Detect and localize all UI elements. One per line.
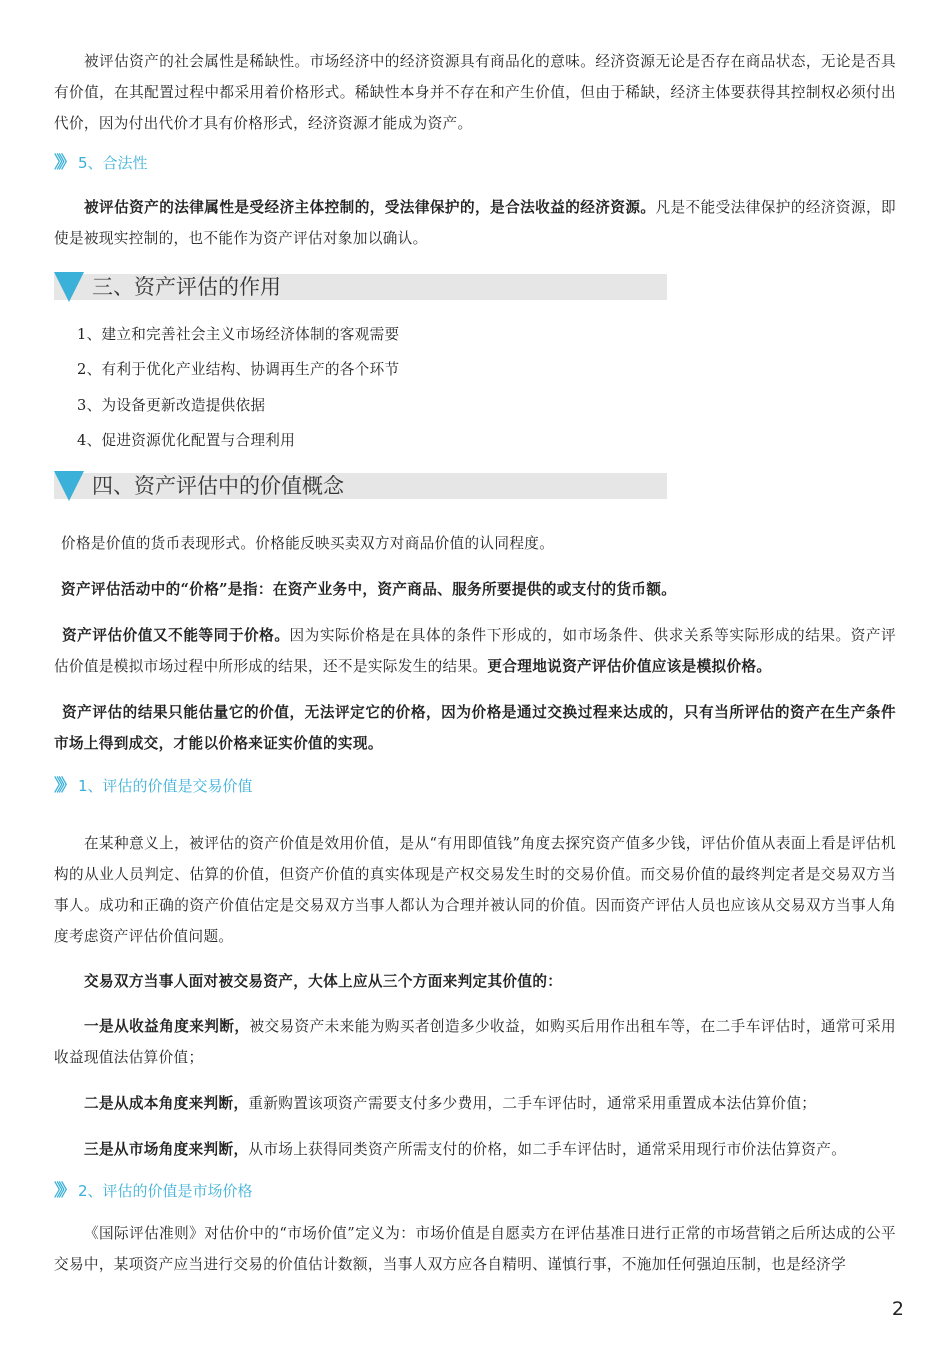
paragraph-scarcity: 被评估资产的社会属性是稀缺性。市场经济中的经济资源具有商品化的意味。经济资源无论是否存在商品状态，无论是否具有价值，在其配置过程中都采用着价格形式。稀缺性本身并不存在和产生价值，但由于稀缺，经济主体要获得其控制权必须付出代价，因为付出代价才具有价格形式，经济资源才能成为资产。	[54, 53, 896, 132]
page-number: 2	[891, 1298, 904, 1320]
triangle-icon	[54, 471, 84, 501]
paragraph-value-not-price	[54, 620, 896, 682]
list-item: 1、建立和完善社会主义市场经济体制的客观需要	[77, 326, 400, 343]
paragraph-third-market	[54, 1134, 896, 1165]
paragraph-price-definition: 价格是价值的货币表现形式。价格能反映买卖双方对商品价值的认同程度。	[61, 535, 555, 552]
subheading-market-label: 2、评估的价值是市场价格	[78, 1182, 253, 1200]
chevron-icon: 》》	[54, 1181, 72, 1201]
third-rest: 从市场上获得同类资产所需支付的价格，如二手车评估时，通常采用现行市价法估算资产。	[248, 1141, 847, 1158]
paragraph-market-value: 《国际评估准则》对估价中的“市场价值”定义为：市场价值是自愿卖方在评估基准日进行正常的市场营销之后所达成的公平交易中，某项资产应当进行交易的价值估计数额，当事人双方应各自精明、谨慎行事，不施加任何强迫压制，也是经济学	[54, 1225, 896, 1273]
paragraph-legality	[54, 192, 896, 254]
subheading-exchange-label: 1、评估的价值是交易价值	[78, 777, 253, 795]
subheading-market-price	[54, 1179, 253, 1203]
paragraph-result	[54, 697, 896, 759]
first-rest: 被交易资产未来能为购买者创造多少收益，如购买后用作出租车等，在二手车评估时，通常可采用收益现值法估算价值；	[54, 1018, 896, 1066]
legality-rest: 凡是不能受法律保护的经济资源，即使是被现实控制的，也不能作为资产评估对象加以确认。	[54, 199, 896, 247]
section-title-value-concept: 四、资产评估中的价值概念	[92, 474, 344, 498]
legality-bold: 被评估资产的法律属性是受经济主体控制的，受法律保护的，是合法收益的经济资源。	[84, 199, 656, 216]
list-item: 2、有利于优化产业结构、协调再生产的各个环节	[77, 361, 400, 378]
chevron-icon: 》》	[54, 153, 72, 173]
subheading-legality	[54, 151, 148, 175]
subheading-legality-label: 5、合法性	[78, 154, 148, 172]
paragraph-second-cost	[54, 1088, 896, 1119]
list-item: 3、为设备更新改造提供依据	[77, 397, 266, 414]
paragraph-three-aspects	[54, 966, 896, 997]
list-item: 4、促进资源优化配置与合理利用	[77, 432, 296, 449]
value-mid: 因为实际价格是在具体的条件下形成的，如市场条件、供求关系等实际形成的结果。资产评估价值是模拟市场过程中所形成的结果，还不是实际发生的结果。	[54, 627, 896, 675]
section-title-role: 三、资产评估的作用	[92, 275, 281, 299]
section-header-role	[54, 272, 667, 302]
result-bold: 资产评估的结果只能估量它的价值，无法评定它的价格，因为价格是通过交换过程来达成的，只有当所评估的资产在生产条件 市场上得到成交，才能以价格来证实价值的实现。	[54, 704, 896, 752]
chevron-icon: 》》	[54, 776, 72, 796]
subheading-exchange-value	[54, 774, 253, 798]
second-bold: 二是从成本角度来判断，	[84, 1095, 249, 1112]
section-header-value-concept	[54, 471, 667, 501]
three-aspects-bold: 交易双方当事人面对被交易资产，大体上应从三个方面来判定其价值的：	[84, 973, 563, 990]
paragraph-first-income	[54, 1011, 896, 1073]
paragraph-exchange: 在某种意义上，被评估的资产价值是效用价值，是从“有用即值钱”角度去探究资产值多少钱，评估价值从表面上看是评估机构的从业人员判定、估算的价值，但资产价值的真实体现是产权交易发生时的交易价值。而交易价值的最终判定者是交易双方当事人。成功和正确的资产价值估定是交易双方当事人都认为合理并被认同的价值。因而资产评估人员也应该从交易双方当事人角度考虑资产评估价值问题。	[54, 835, 896, 945]
paragraph-price-meaning	[61, 574, 896, 605]
triangle-icon	[54, 272, 84, 302]
value-bold-2: 更合理地说资产评估价值应该是模拟价格。	[487, 658, 772, 675]
price-meaning-bold: 资产评估活动中的“价格”是指：在资产业务中，资产商品、服务所要提供的或支付的货币额。	[61, 581, 677, 598]
first-bold: 一是从收益角度来判断，	[84, 1018, 250, 1035]
second-rest: 重新购置该项资产需要支付多少费用，二手车评估时，通常采用重置成本法估算价值；	[248, 1095, 817, 1112]
third-bold: 三是从市场角度来判断，	[84, 1141, 249, 1158]
value-bold-1: 资产评估价值又不能等同于价格。	[62, 627, 290, 644]
